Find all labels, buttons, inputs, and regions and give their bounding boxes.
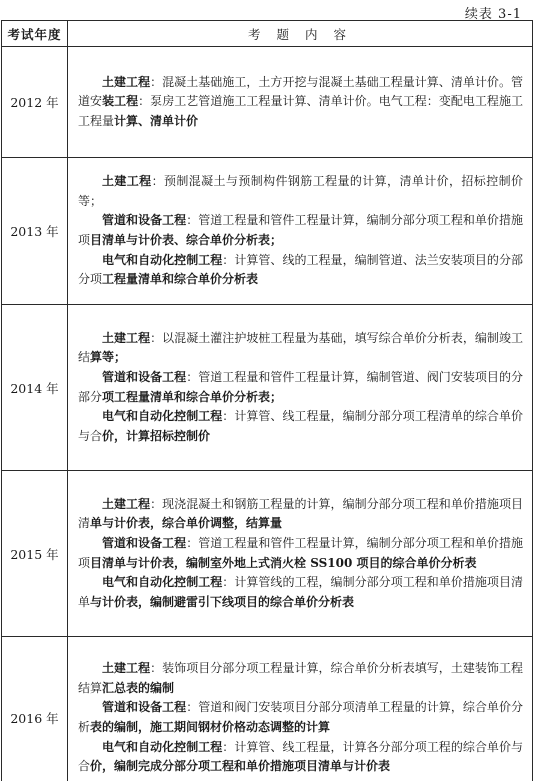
content-paragraph — [78, 407, 523, 446]
body-text: ：计算管、线工程量，编制分部分项工程清单的综合单价与合 — [78, 409, 523, 443]
bold-text: 计算、清单计价 — [114, 113, 199, 128]
table-header-row — [2, 21, 533, 47]
header-content: 考 题 内 容 — [68, 21, 533, 47]
content-paragraph — [78, 573, 523, 612]
content-cell — [68, 637, 533, 781]
body-text: ：管道工程量和管件工程量计算，编制分部分项工程和单价措施项 — [78, 535, 523, 570]
bold-text: 单与计价表，综合单价调整，结算量 — [90, 516, 283, 531]
bold-text: 装工程 — [102, 94, 139, 109]
bold-text: 电气和自动化控制工程 — [102, 252, 223, 267]
bold-text: 汇总表的编制 — [102, 680, 175, 695]
bold-text: 土建工程 — [102, 496, 151, 511]
content-paragraph — [78, 659, 523, 698]
content-paragraph — [78, 495, 523, 534]
bold-text: 电气和自动化控制工程 — [102, 739, 223, 754]
bold-text: 算等； — [90, 350, 127, 365]
table-caption: 续表 3-1 — [464, 7, 522, 22]
bold-text: 项工程量清单和综合单价分析表； — [102, 389, 283, 404]
year-cell: 2014 年 — [2, 305, 68, 471]
bold-text: 土建工程 — [102, 330, 151, 345]
table-row — [2, 47, 533, 158]
body-text: ：计算管、线工程量，计算各分部分项工程的综合单价与合 — [78, 739, 523, 774]
bold-text: 土建工程 — [102, 174, 152, 189]
content-cell — [68, 158, 533, 305]
content-paragraph — [78, 211, 523, 250]
content-paragraph — [78, 172, 523, 211]
bold-text: 价，计算招标控制价 — [102, 428, 211, 443]
bold-text: 土建工程 — [102, 661, 151, 676]
body-text: ：计算管、线的工程量，编制管道、法兰安装项目的分部分项 — [78, 252, 523, 287]
bold-text: 管道和设备工程 — [102, 535, 187, 550]
body-text: ：管道工程量和管件工程量计算，编制管道、阀门安装项目的分部分 — [78, 369, 523, 404]
content-cell — [68, 305, 533, 471]
table-row — [2, 158, 533, 305]
content-paragraph — [78, 329, 523, 368]
bold-text: 电气和自动化控制工程 — [102, 409, 223, 424]
bold-text: 目清单与计价表、综合单价分析表； — [90, 233, 283, 247]
bold-text: 土建工程 — [102, 74, 151, 89]
content-paragraph — [78, 73, 523, 132]
content-paragraph — [78, 368, 523, 407]
content-paragraph — [78, 534, 523, 573]
content-paragraph — [78, 251, 523, 290]
body-text: ：装饰项目分部分项工程量计算，综合单价分析表填写，土建装饰工程结算 — [78, 661, 523, 695]
bold-text: 电气和自动化控制工程 — [102, 575, 223, 590]
body-text: ：现浇混凝土和钢筋工程量的计算，编制分部分项工程和单价措施项目清 — [78, 496, 523, 531]
content-cell — [68, 47, 533, 158]
body-text: ：泵房工艺管道施工工程量计算、清单计价。电气工程：变配电工程施工工程量 — [78, 94, 523, 128]
body-text: ：预制混凝土与预制构件钢筋工程量的计算，清单计价，招标控制价等； — [78, 174, 523, 208]
bold-text: 目清单与计价表，编制室外地上式消火栓 SS100 项目的综合单价分析表 — [90, 555, 477, 570]
body-text: ：混凝土基础施工，土方开挖与混凝土基础工程量计算、清单计价。管道安 — [78, 74, 523, 109]
year-cell: 2012 年 — [2, 47, 68, 158]
year-cell: 2015 年 — [2, 471, 68, 637]
bold-text: 管道和设备工程 — [102, 213, 187, 228]
table-row — [2, 305, 533, 471]
bold-text: 价，编制完成分部分项工程和单价措施项目清单与计价表 — [90, 759, 391, 774]
year-cell: 2016 年 — [2, 637, 68, 781]
bold-text: 表的编制，施工期间钢材价格动态调整的计算 — [90, 720, 331, 734]
bold-text: 工程量清单和综合单价分析表 — [102, 272, 259, 287]
exam-content-table — [1, 20, 533, 781]
body-text: ：以混凝土灌注护坡桩工程量为基础，填写综合单价分析表，编制竣工结 — [78, 330, 523, 365]
table-row — [2, 471, 533, 637]
body-text: ：管道和阀门安装项目分部分项清单工程量的计算，综合单价分析 — [78, 700, 523, 734]
content-paragraph — [78, 698, 523, 737]
bold-text: 管道和设备工程 — [102, 700, 187, 715]
year-cell: 2013 年 — [2, 158, 68, 305]
content-paragraph — [78, 738, 523, 777]
header-year: 考试年度 — [2, 21, 68, 47]
body-text: ：管道工程量和管件工程量计算，编制分部分项工程和单价措施项 — [78, 213, 523, 247]
content-cell — [68, 471, 533, 637]
table-row — [2, 637, 533, 781]
bold-text: 与计价表，编制避雷引下线项目的综合单价分析表 — [90, 594, 355, 609]
bold-text: 管道和设备工程 — [102, 369, 187, 384]
body-text: ：计算管线的工程，编制分部分项工程和单价措施项目清单 — [78, 575, 523, 609]
